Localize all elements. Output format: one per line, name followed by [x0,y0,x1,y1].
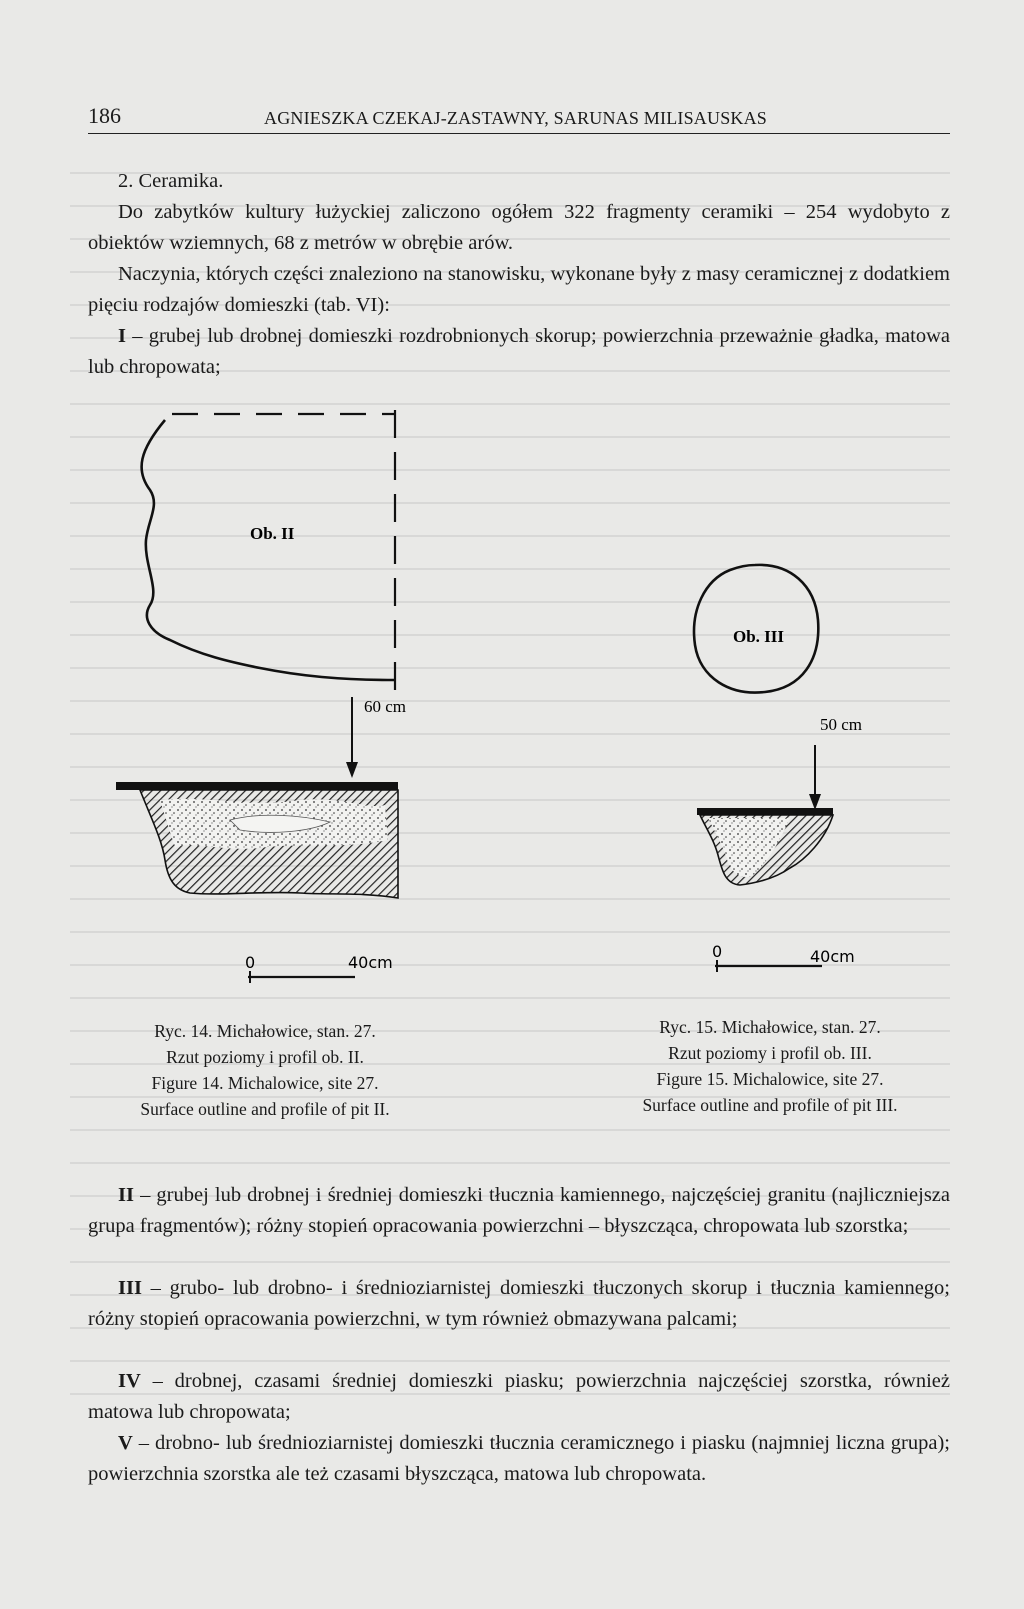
page-number: 186 [88,103,121,128]
group-label: II [118,1184,134,1206]
section-heading: 2. Ceramika. [118,170,224,192]
group-item-2 [88,1180,950,1242]
caption-14-en-2: Surface outline and profile of pit II. [140,1099,390,1119]
depth-label-50: 50 cm [820,715,863,734]
ground-surface [116,782,398,790]
caption-14-en-1: Figure 14. Michalowice, site 27. [151,1073,379,1093]
profile-arrow-head [346,762,358,778]
caption-15-pl-1: Ryc. 15. Michałowice, stan. 27. [659,1017,881,1037]
profile-arrow-head-15 [809,794,821,810]
caption-14-pl-2: Rzut poziomy i profil ob. II. [166,1047,364,1067]
caption-14-pl-1: Ryc. 14. Michałowice, stan. 27. [154,1021,376,1041]
scale-14-zero: 0 [245,953,256,972]
caption-15-en-2: Surface outline and profile of pit III. [642,1095,898,1115]
group-text: – drobnej, czasami średniej domieszki piasku; powierzchnia najczęściej szorstka, również matowa lub chropowata; [88,1370,950,1423]
caption-figure-15 [590,1014,950,1118]
group-text: – grubej lub drobnej i średniej domieszki tłucznia kamiennego, najczęściej granitu (najliczniejsza grupa fragmentów); różny stopień opracowania powierzchni – błyszcząca, chropowata lub szorstka; [88,1184,950,1237]
group-item-4 [88,1366,950,1428]
intro-paragraph-1: Do zabytków kultury łużyckiej zaliczono ogółem 322 fragmenty ceramiki – 254 wydobyto z obiektów wziemnych, 68 z metrów w obrębie arów. [88,201,950,254]
pit-ii-label: Ob. II [250,524,295,543]
intro-paragraph-2: Naczynia, których części znaleziono na stanowisku, wykonane były z masy ceramicznej z dodatkiem pięciu rodzajów domieszki (tab. VI): [88,263,950,316]
group-label: III [118,1277,142,1299]
figure-15 [694,565,862,972]
group-text: – grubo- lub drobno- i średnioziarnistej domieszki tłuczonych skorup i tłucznia kamiennego; różny stopień opracowania powierzchni, w tym również obmazywana palcami; [88,1277,950,1330]
header-authors: AGNIESZKA CZEKAJ-ZASTAWNY, SARUNAS MILISAUSKAS [264,108,768,128]
group-label: V [118,1432,133,1454]
scale-15-end: 40cm [810,947,855,966]
pit-ii-outline [142,420,395,680]
group-label: I [118,325,126,347]
caption-figure-14 [95,1018,435,1122]
group-item-5 [88,1428,950,1490]
caption-15-en-1: Figure 15. Michalowice, site 27. [656,1069,884,1089]
group-item-3 [88,1273,950,1335]
figure-14 [116,410,406,983]
pit-iii-label: Ob. III [733,627,785,646]
scale-15-zero: 0 [712,942,723,961]
group-text: – drobno- lub średnioziarnistej domieszki tłucznia ceramicznego i piasku (najmniej liczna grupa); powierzchnia szorstka ale też czasami błyszcząca, matowa lub chropowata. [88,1432,950,1485]
group-label: IV [118,1370,141,1392]
group-text: – grubej lub drobnej domieszki rozdrobnionych skorup; powierzchnia przeważnie gładka, matowa lub chropowata; [88,325,950,378]
caption-15-pl-2: Rzut poziomy i profil ob. III. [668,1043,872,1063]
ground-surface-15 [697,808,833,815]
depth-label-60: 60 cm [364,697,407,716]
scale-14-end: 40cm [348,953,393,972]
